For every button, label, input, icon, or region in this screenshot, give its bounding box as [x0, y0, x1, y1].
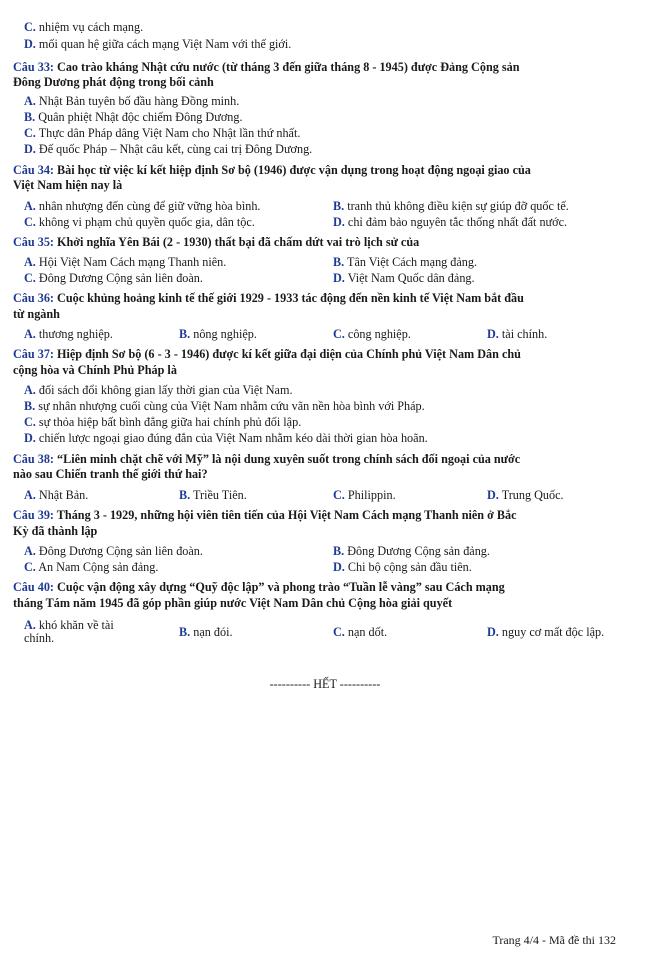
question-33: Câu 33: Cao trào kháng Nhật cứu nước (từ tháng 3 đến giữa tháng 8 - 1945) được Đảng Cộng sản: [13, 60, 520, 74]
question-40: Câu 40: Cuộc vận động xây dựng “Quỹ độc lập” và phong trào “Tuần lễ vàng” sau Cách mạng: [13, 580, 505, 594]
q39-option-b: B. Đông Dương Cộng sản đảng.: [333, 544, 490, 558]
question-39-line2: Kỳ đã thành lập: [13, 524, 98, 538]
q40-option-b: B. nạn đói.: [179, 625, 233, 639]
q34-option-d: D. chỉ đảm bảo nguyên tắc thống nhất đất nước.: [333, 215, 568, 229]
question-39: Câu 39: Tháng 3 - 1929, những hội viên tiên tiến của Hội Việt Nam Cách mạng Thanh niên ở Bắc: [13, 508, 517, 522]
q35-option-d: D. Việt Nam Quốc dân đảng.: [333, 271, 475, 285]
q34-option-c: C. không vi phạm chủ quyền quốc gia, dân tộc.: [24, 215, 255, 229]
question-34-line2: Việt Nam hiện nay là: [13, 178, 123, 192]
q33-option-c: C. Thực dân Pháp dâng Việt Nam cho Nhật lần thứ nhất.: [24, 126, 301, 140]
question-36: Câu 36: Cuộc khủng hoảng kinh tế thế giới 1929 - 1933 tác động đến nền kinh tế Việt Nam bắt đầu: [13, 291, 524, 305]
q33-option-b: B. Quân phiệt Nhật độc chiếm Đông Dương.: [24, 110, 243, 124]
question-37: Câu 37: Hiệp định Sơ bộ (6 - 3 - 1946) được kí kết giữa đại diện của Chính phủ Việt Nam Dân chủ: [13, 347, 521, 361]
q35-option-a: A. Hội Việt Nam Cách mạng Thanh niên.: [24, 255, 227, 269]
q38-option-c: C. Philippin.: [333, 488, 396, 502]
q36-option-d: D. tài chính.: [487, 327, 548, 341]
q38-option-d: D. Trung Quốc.: [487, 488, 564, 502]
q38-option-b: B. Triều Tiên.: [179, 488, 247, 502]
q37-option-a: A. đối sách đổi không gian lấy thời gian của Việt Nam.: [24, 383, 293, 397]
option-prev-c: C. nhiệm vụ cách mạng.: [24, 20, 144, 34]
q36-option-b: B. nông nghiệp.: [179, 327, 257, 341]
question-35: Câu 35: Khởi nghĩa Yên Bái (2 - 1930) thất bại đã chấm dứt vai trò lịch sử của: [13, 235, 420, 249]
q40-option-a: A. khó khăn về tài chính.: [24, 618, 114, 645]
question-33-line2: Đông Dương phát động trong bối cảnh: [13, 75, 214, 89]
option-prev-d: D. mối quan hệ giữa cách mạng Việt Nam với thế giới.: [24, 37, 292, 51]
q37-option-d: D. chiến lược ngoại giao đúng đắn của Việt Nam nhằm kéo dài thời gian hòa hoãn.: [24, 431, 428, 445]
page-footer: Trang 4/4 - Mã đề thi 132: [492, 933, 616, 947]
q38-option-a: A. Nhật Bản.: [24, 488, 89, 502]
question-36-line2: từ ngành: [13, 307, 60, 321]
q34-option-a: A. nhân nhượng đến cùng để giữ vững hòa bình.: [24, 199, 261, 213]
q35-option-c: C. Đông Dương Cộng sản liên đoàn.: [24, 271, 203, 285]
q39-option-a: A. Đông Dương Cộng sản liên đoàn.: [24, 544, 203, 558]
q37-option-c: C. sự thỏa hiệp bất bình đẳng giữa hai chính phủ đối lập.: [24, 415, 302, 429]
question-38: Câu 38: “Liên minh chặt chẽ với Mỹ” là nội dung xuyên suốt trong chính sách đối ngoại của nước: [13, 452, 521, 466]
end-marker: ---------- HẾT ----------: [269, 677, 381, 691]
question-40-line2: tháng Tám năm 1945 đã góp phần giúp nước Việt Nam Dân chủ Cộng hòa giải quyết: [13, 596, 453, 610]
q36-option-a: A. thương nghiệp.: [24, 327, 113, 341]
q35-option-b: B. Tân Việt Cách mạng đảng.: [333, 255, 478, 269]
q39-option-c: C. An Nam Cộng sản đảng.: [24, 560, 159, 574]
question-38-line2: nào sau Chiến tranh thế giới thứ hai?: [13, 467, 208, 481]
question-37-line2: cộng hòa và Chính Phủ Pháp là: [13, 363, 177, 377]
question-34: Câu 34: Bài học từ việc kí kết hiệp định Sơ bộ (1946) được vận dụng trong hoạt động ngoại giao của: [13, 163, 531, 177]
q33-option-a: A. Nhật Bản tuyên bố đầu hàng Đồng minh.: [24, 94, 240, 108]
q36-option-c: C. công nghiệp.: [333, 327, 411, 341]
q40-option-d: D. nguy cơ mất độc lập.: [487, 625, 605, 639]
q34-option-b: B. tranh thủ không điều kiện sự giúp đỡ quốc tế.: [333, 199, 569, 213]
q40-option-c: C. nạn dốt.: [333, 625, 388, 639]
q37-option-b: B. sự nhân nhượng cuối cùng của Việt Nam nhằm cứu vãn nền hòa bình với Pháp.: [24, 399, 425, 413]
q39-option-d: D. Chi bộ cộng sản đầu tiên.: [333, 560, 472, 574]
q33-option-d: D. Đế quốc Pháp – Nhật câu kết, cùng cai trị Đông Dương.: [24, 142, 313, 156]
